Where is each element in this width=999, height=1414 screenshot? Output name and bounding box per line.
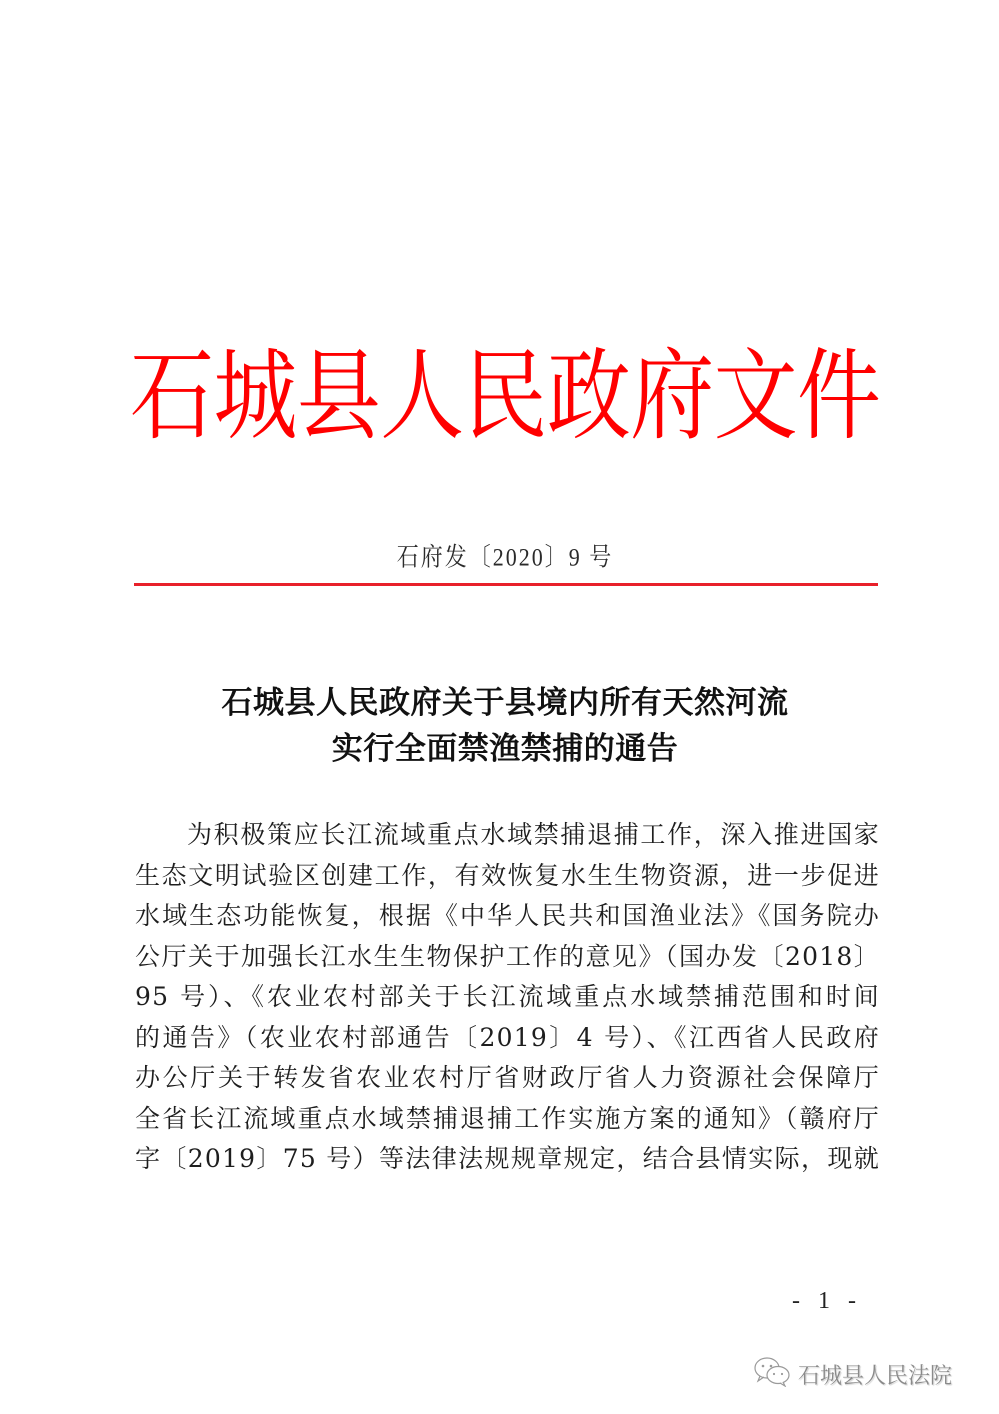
masthead-char: 石	[130, 338, 215, 454]
body-line: 生态文明试验区创建工作，有效恢复水生生物资源，进一步促进	[135, 860, 880, 890]
source-watermark	[752, 1355, 952, 1393]
masthead-char: 县	[296, 338, 381, 454]
document-masthead	[130, 330, 880, 462]
masthead-char: 府	[630, 338, 715, 454]
page-number: - 1 -	[792, 1288, 862, 1314]
watermark-text: 石城县人民法院	[798, 1363, 953, 1389]
document-title	[130, 680, 880, 772]
masthead-char: 人	[380, 338, 465, 454]
masthead-char: 政	[546, 338, 631, 454]
body-line: 的通告》（农业农村部通告〔2019〕4 号）、《江西省人民政府	[135, 1022, 880, 1052]
body-line: 为积极策应长江流域重点水域禁捕退捕工作，深入推进国家	[187, 820, 880, 849]
body-line: 字〔2019〕75 号）等法律法规规章规定，结合县情实际，现就	[135, 1144, 880, 1173]
masthead-char: 件	[797, 338, 882, 454]
body-line: 公厅关于加强长江水生生物保护工作的意见》（国办发〔2018〕	[135, 941, 880, 971]
wechat-icon	[752, 1355, 792, 1393]
masthead-char: 文	[713, 338, 798, 454]
document-body	[135, 815, 880, 1180]
title-line-2: 实行全面禁渔禁捕的通告	[331, 731, 679, 767]
body-line: 全省长江流域重点水域禁捕退捕工作实施方案的通知》（赣府厅	[135, 1103, 880, 1133]
body-line: 办公厅关于转发省农业农村厅省财政厅省人力资源社会保障厅	[135, 1063, 880, 1092]
red-divider-line	[134, 583, 878, 586]
document-number: 石府发〔2020〕9 号	[396, 542, 614, 572]
body-line: 水域生态功能恢复，根据《中华人民共和国渔业法》《国务院办	[135, 901, 880, 930]
title-line-1: 石城县人民政府关于县境内所有天然河流	[221, 685, 789, 721]
body-line: 95 号）、《农业农村部关于长江流域重点水域禁捕范围和时间	[135, 982, 880, 1011]
masthead-char: 城	[213, 338, 298, 454]
masthead-char: 民	[463, 338, 548, 454]
